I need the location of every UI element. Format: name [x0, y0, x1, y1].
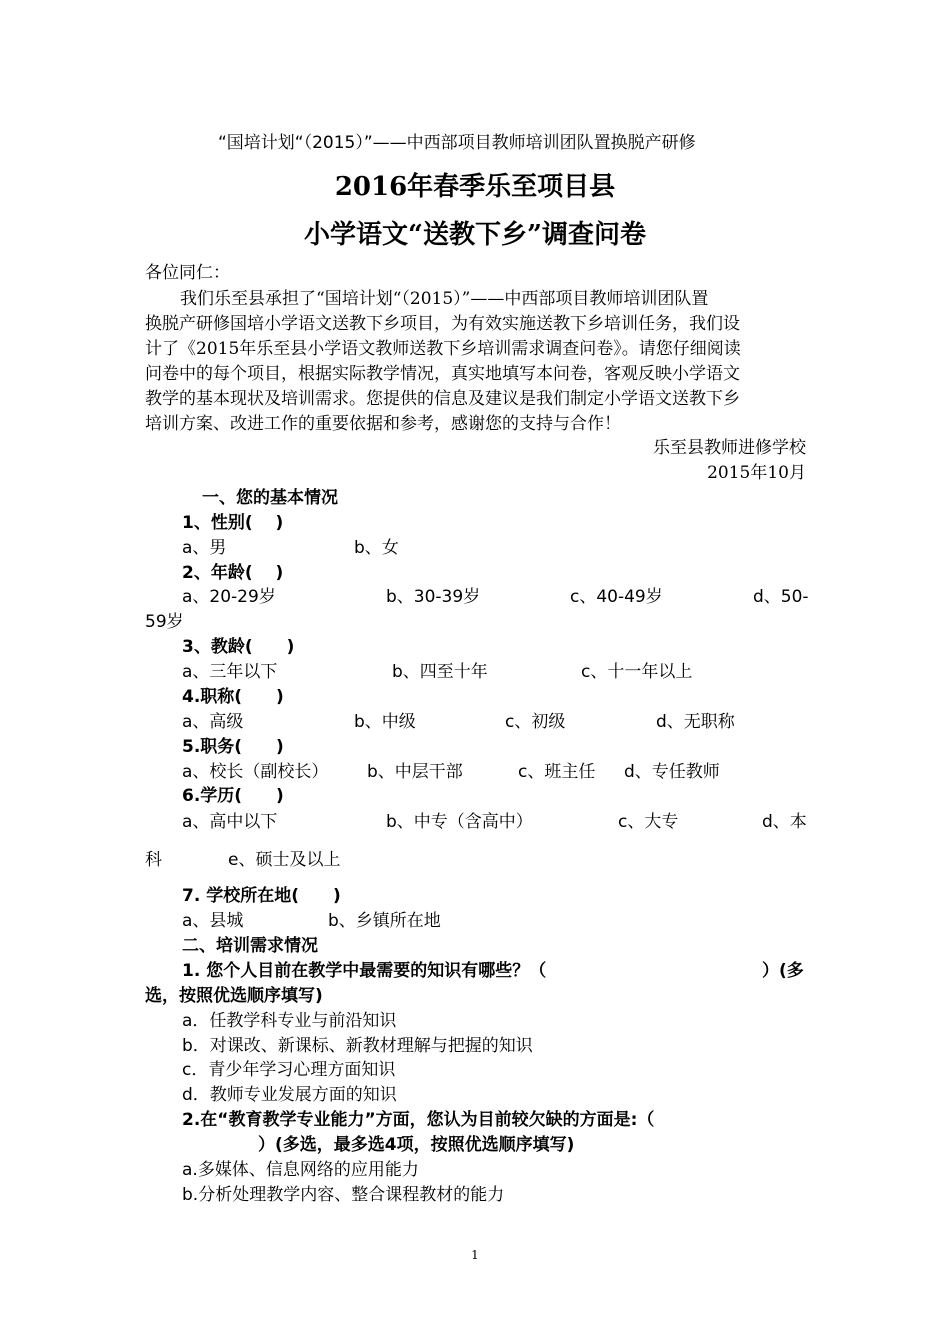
q6-option-a: a、高中以下 [182, 812, 278, 832]
page-number: 1 [471, 1248, 479, 1262]
intro-line: 问卷中的每个项目，根据实际教学情况，真实地填写本问卷，客观反映小学语文 [145, 364, 740, 384]
date: 2015年10月 [707, 463, 806, 483]
q1-option-a: a、男 [182, 538, 227, 558]
s2-q1-option: a．任教学科专业与前沿知识 [182, 1011, 397, 1031]
q4-option-d: d、无职称 [656, 712, 735, 732]
q6-option-b: b、中专（含高中） [386, 812, 533, 832]
intro-line: 教学的基本现状及培训需求。您提供的信息及建议是我们制定小学语文送教下乡 [145, 389, 740, 409]
intro-line: 计了《2015年乐至县小学语文教师送教下乡培训需求调查问卷》。请您仔细阅读 [145, 339, 741, 359]
q7-label: 7. 学校所在地( ) [182, 886, 341, 906]
q2-option-b: b、30-39岁 [386, 587, 481, 607]
section1-heading: 一、您的基本情况 [202, 488, 338, 508]
q6-option-d-wrap: 科 [145, 850, 162, 870]
q6-label: 6.学历( ) [182, 786, 284, 806]
q7-option-b: b、乡镇所在地 [328, 911, 441, 931]
q2-option-a: a、20-29岁 [182, 587, 276, 607]
q2-label: 2、年龄( ) [182, 563, 284, 583]
q3-option-c: c、十一年以上 [581, 662, 693, 682]
page-title-line2: 小学语文“送教下乡”调查问卷 [304, 220, 646, 250]
q2-option-d: d、50- [753, 587, 809, 607]
q6-option-e: e、硕士及以上 [228, 850, 341, 870]
s2-q2-label-wrap: ）(多选，最多选4项，按照优选顺序填写) [258, 1135, 575, 1155]
q4-label: 4.职称( ) [182, 687, 284, 707]
q3-option-a: a、三年以下 [182, 662, 278, 682]
greeting: 各位同仁： [145, 263, 230, 283]
s2-q1-option: d．教师专业发展方面的知识 [182, 1085, 397, 1105]
q3-label: 3、教龄( ) [182, 637, 295, 657]
section2-heading: 二、培训需求情况 [182, 936, 318, 956]
s2-q2-label: 2.在“教育教学专业能力”方面，您认为目前较欠缺的方面是:（ [182, 1110, 655, 1130]
q4-option-c: c、初级 [505, 712, 566, 732]
q3-option-b: b、四至十年 [392, 662, 488, 682]
s2-q1-label-end: ）(多 [762, 961, 804, 981]
intro-line: 我们乐至县承担了“国培计划“（2015）”——中西部项目教师培训团队置 [180, 289, 709, 309]
q5-option-b: b、中层干部 [367, 762, 463, 782]
q6-option-d: d、本 [762, 812, 807, 832]
s2-q1-label-wrap: 选，按照优选顺序填写) [145, 986, 323, 1006]
q1-label: 1、性别( ) [182, 513, 284, 533]
q5-option-c: c、班主任 [518, 762, 596, 782]
s2-q1-option: c．青少年学习心理方面知识 [182, 1060, 396, 1080]
q5-option-a: a、校长（副校长） [182, 762, 329, 782]
q7-option-a: a、县城 [182, 911, 244, 931]
q2-option-c: c、40-49岁 [570, 587, 663, 607]
s2-q1-option: b．对课改、新课标、新教材理解与把握的知识 [182, 1036, 533, 1056]
q5-label: 5.职务( ) [182, 737, 284, 757]
q1-option-b: b、女 [354, 538, 399, 558]
s2-q1-label: 1. 您个人目前在教学中最需要的知识有哪些？（ [182, 961, 547, 981]
q4-option-b: b、中级 [354, 712, 416, 732]
project-subtitle: “国培计划“（2015）”——中西部项目教师培训团队置换脱产研修 [218, 133, 696, 153]
q6-option-c: c、大专 [618, 812, 679, 832]
page-title: 2016年春季乐至项目县 [334, 172, 616, 202]
intro-line: 培训方案、改进工作的重要依据和参考，感谢您的支持与合作！ [145, 414, 621, 434]
q2-option-d-wrap: 59岁 [145, 612, 184, 632]
intro-line: 换脱产研修国培小学语文送教下乡项目，为有效实施送教下乡培训任务，我们设 [145, 314, 740, 334]
s2-q2-option: a.多媒体、信息网络的应用能力 [182, 1160, 419, 1180]
signature: 乐至县教师进修学校 [653, 438, 806, 458]
q4-option-a: a、高级 [182, 712, 244, 732]
s2-q2-option: b.分析处理教学内容、整合课程教材的能力 [182, 1185, 505, 1205]
q5-option-d: d、专任教师 [624, 762, 720, 782]
